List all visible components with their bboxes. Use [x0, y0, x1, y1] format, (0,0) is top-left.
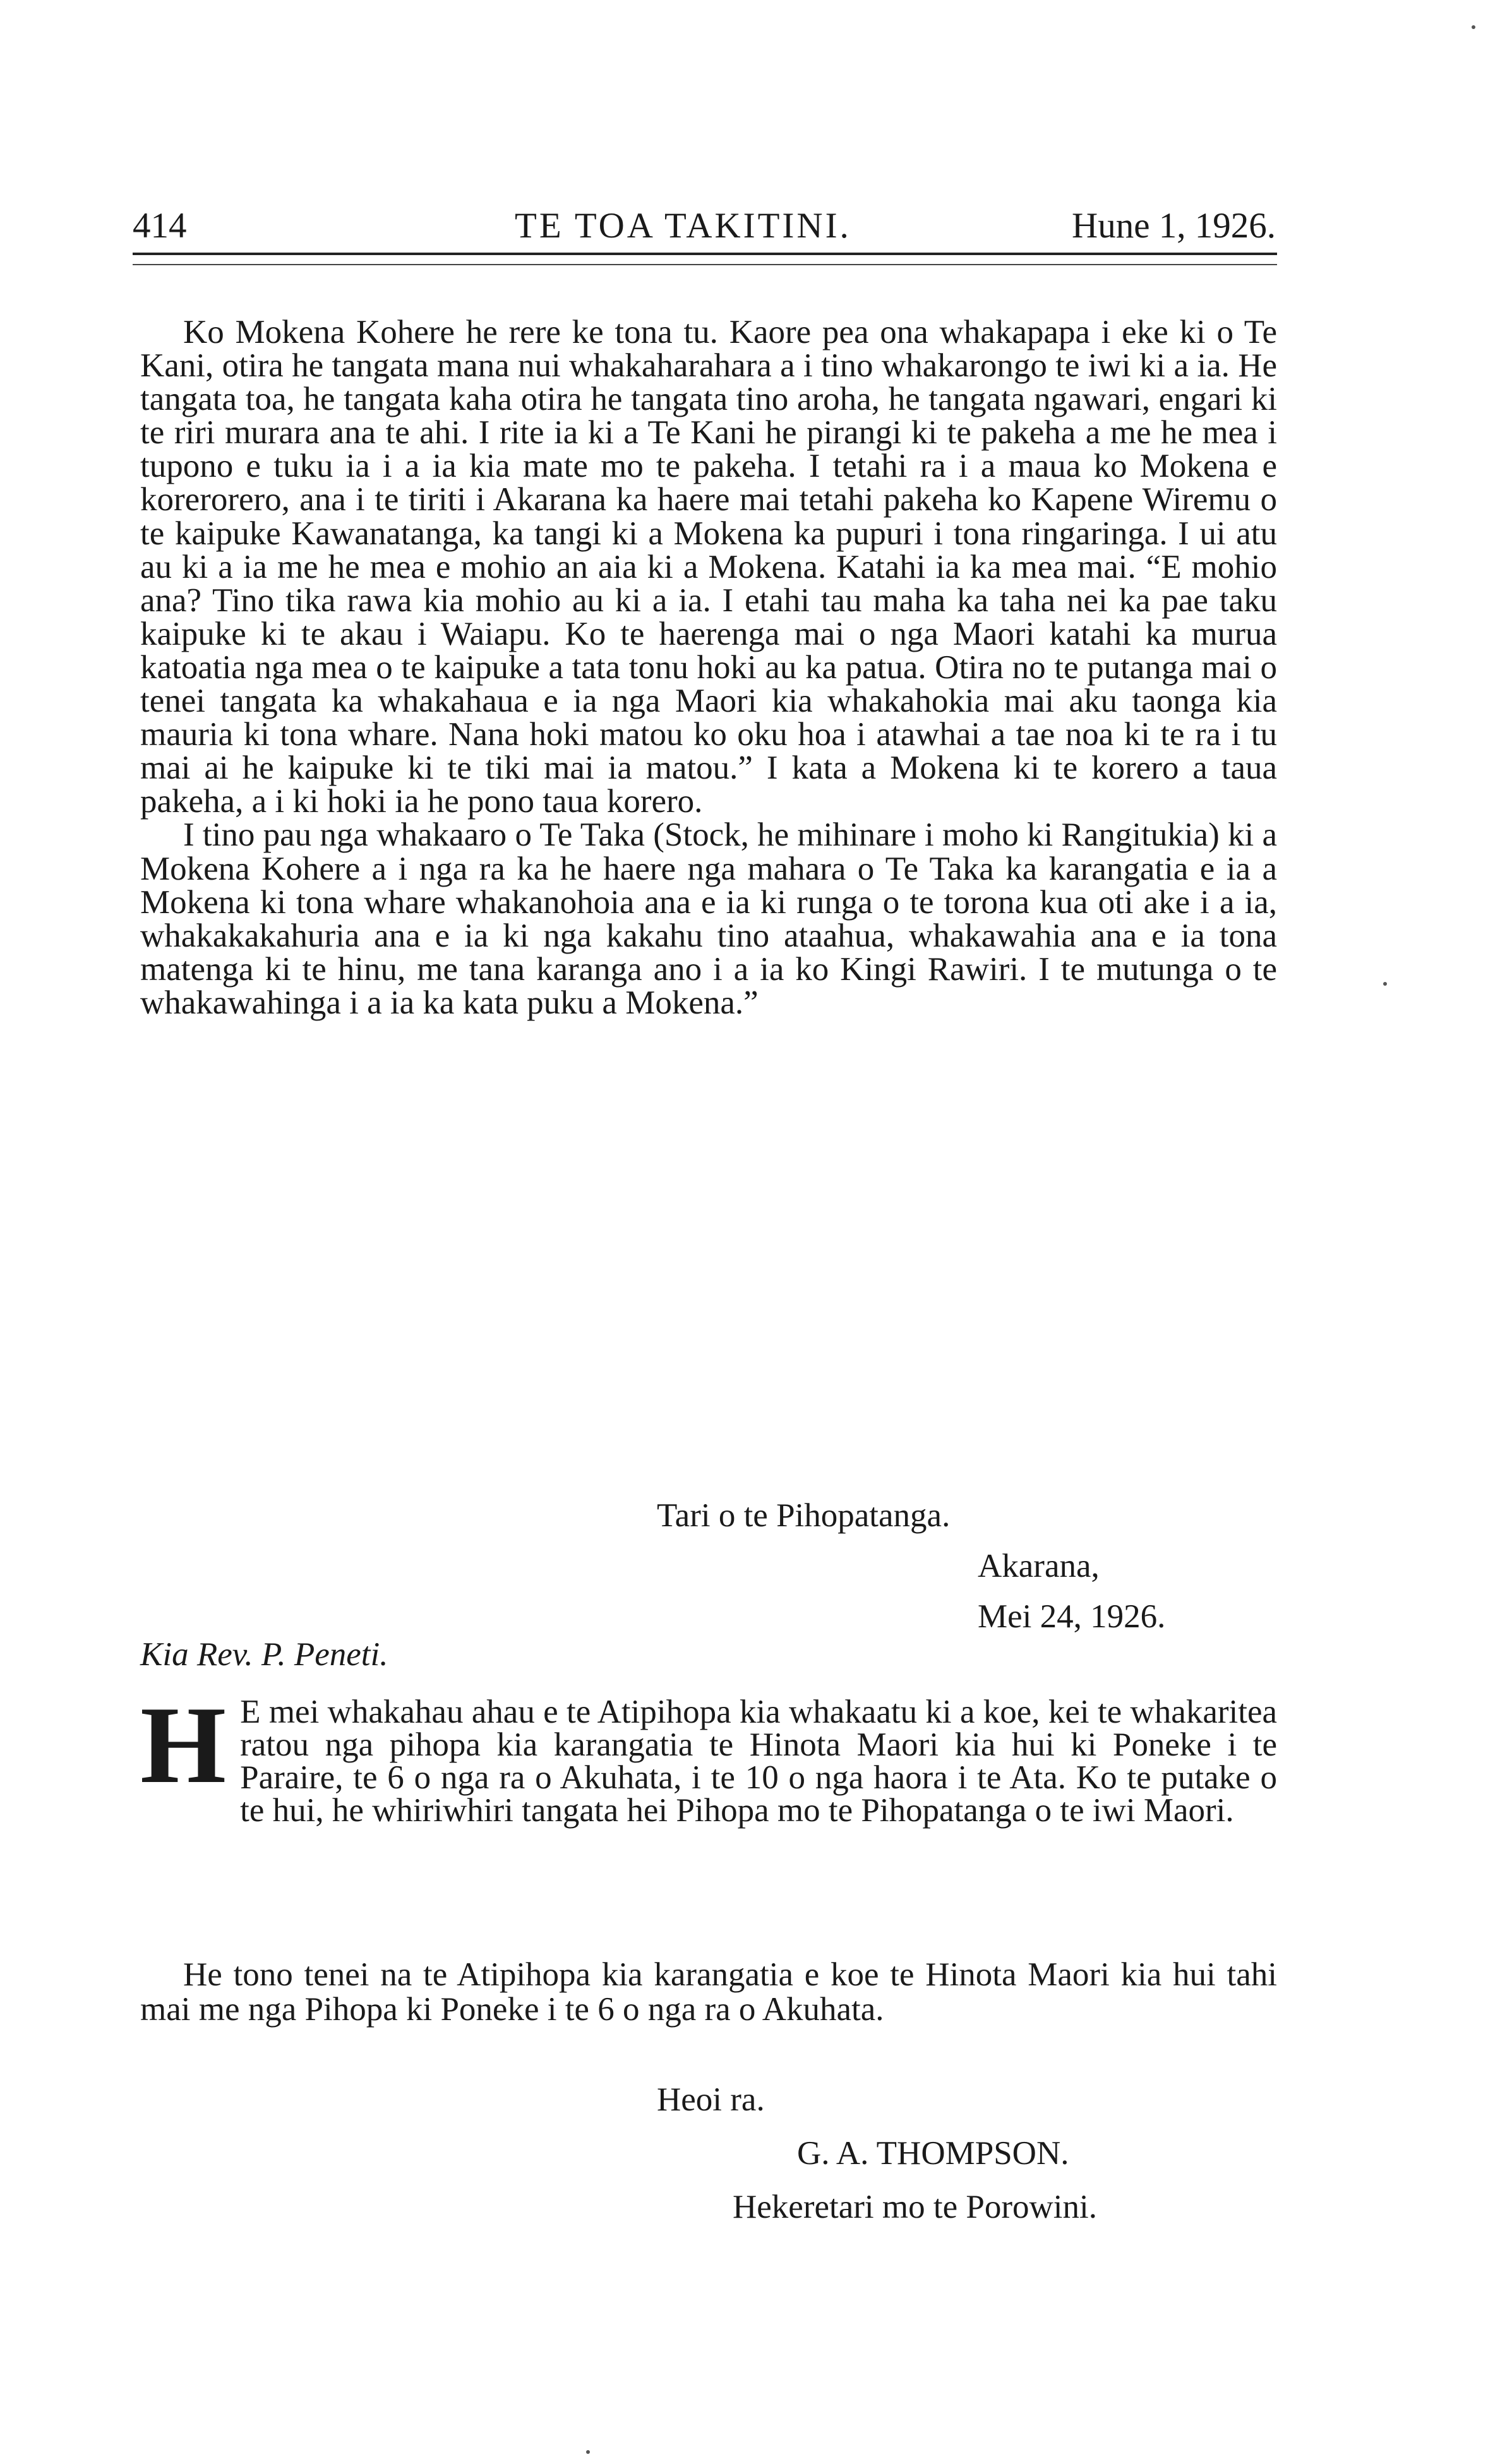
- letter-signature: G. A. THOMPSON.: [797, 2135, 1069, 2172]
- letter-salutation: Kia Rev. P. Peneti.: [140, 1636, 388, 1673]
- article-body: [140, 316, 1277, 1020]
- drop-cap: H: [140, 1684, 227, 1806]
- header-rule-thick: [133, 253, 1277, 255]
- issue-date: Hune 1, 1926.: [1072, 206, 1276, 246]
- publication-title: TE TOA TAKITINI.: [515, 206, 851, 246]
- page-number: 414: [133, 206, 187, 246]
- letter-body: [140, 1684, 1277, 1935]
- running-header: [133, 201, 1276, 251]
- scan-speck: [1383, 982, 1387, 986]
- scan-speck: [1472, 25, 1475, 29]
- dateline-place: Akarana,: [978, 1548, 1100, 1584]
- dateline-office: Tari o te Pihopatanga.: [657, 1497, 951, 1534]
- letter-paragraph: He tono tenei na te Atipihopa kia karangatia e koe te Hinota Maori kia hui tahi mai me nga Pihopa ki Poneke i te 6 o nga ra o Akuhata.: [140, 1956, 1277, 2028]
- signature-title: Hekeretari mo te Porowini.: [733, 2189, 1097, 2225]
- scan-speck: [586, 2450, 590, 2454]
- article-paragraph: Ko Mokena Kohere he rere ke tona tu. Kaore pea ona whakapapa i eke ki o Te Kani, otira he tangata mana nui whakaharahara a i tino whakarongo te iwi ki a ia. He tangata toa, he tangata kaha otira he tangata tino aroha, he tangata ngawari, engari ki te riri murara ana te ahi. I rite ia ki a Te Kani he pirangi ki te pakeha a me he mea i tupono e tuku ia i a ia kia mate mo te pakeha. I tetahi ra i a maua ko Mokena e korerorero, ana i te tiriti i Akarana ka haere mai tetahi pakeha ko Kapene Wiremu o te kaipuke Kawanatanga, ka tangi ki a Mokena ka pupuri i tona ringaringa. I ui atu au ki a ia me he mea e mohio an aia ki a Mokena. Katahi ia ka mea mai. “E mohio ana? Tino tika rawa kia mohio au ki a ia. I etahi tau maha ka taha nei ka pae taku kaipuke ki te akau i Waiapu. Ko te haerenga mai o nga Maori katahi ka murua katoatia nga mea o te kaipuke a tata tonu hoki au ka patua. Otira no te putanga mai o tenei tangata ka whakahaua e ia nga Maori kia whakahokia mai aku taonga kia mauria ki tona whare. Nana hoki matou ko oku hoa i atawhai a tae noa ki te ra i tu mai ai he kaipuke ki te tiki mai ia matou.” I kata a Mokena ki te korero a taua pakeha, a i ki hoki ia he pono taua korero.: [140, 314, 1277, 820]
- letter-paragraph: E mei whakahau ahau e te Atipihopa kia whakaatu ki a koe, kei te whakaritea ratou nga pihopa kia karangatia te Hinota Maori kia hui ki Poneke i te Paraire, te 6 o nga ra o Akuhata, i te 10 o nga haora i te Ata. Ko te putake o te hui, he whiriwhiri tangata hei Pihopa mo te Pihopatanga o te iwi Maori.: [240, 1694, 1277, 1829]
- article-paragraph: I tino pau nga whakaaro o Te Taka (Stock, he mihinare i moho ki Rangitukia) ki a Mokena Kohere a i nga ra ka he haere nga mahara o Te Taka ka karangatia e ia a Mokena ki tona whare whakanohoia ana e ia ki runga o te torona kua oti ake i a ia, whakakakahuria ana e ia ki nga kakahu tino ataahua, whakawahia ana e ia tona matenga ki te hinu, me tana karanga ano i a ia ko Kingi Rawiri. I te mutunga o te whakawahinga i a ia ka kata puku a Mokena.”: [140, 816, 1277, 1021]
- dateline-date: Mei 24, 1926.: [978, 1598, 1166, 1635]
- letter-closing: Heoi ra.: [657, 2081, 765, 2118]
- letter-body-2: [140, 1958, 1277, 2027]
- header-rule-thin: [133, 264, 1277, 265]
